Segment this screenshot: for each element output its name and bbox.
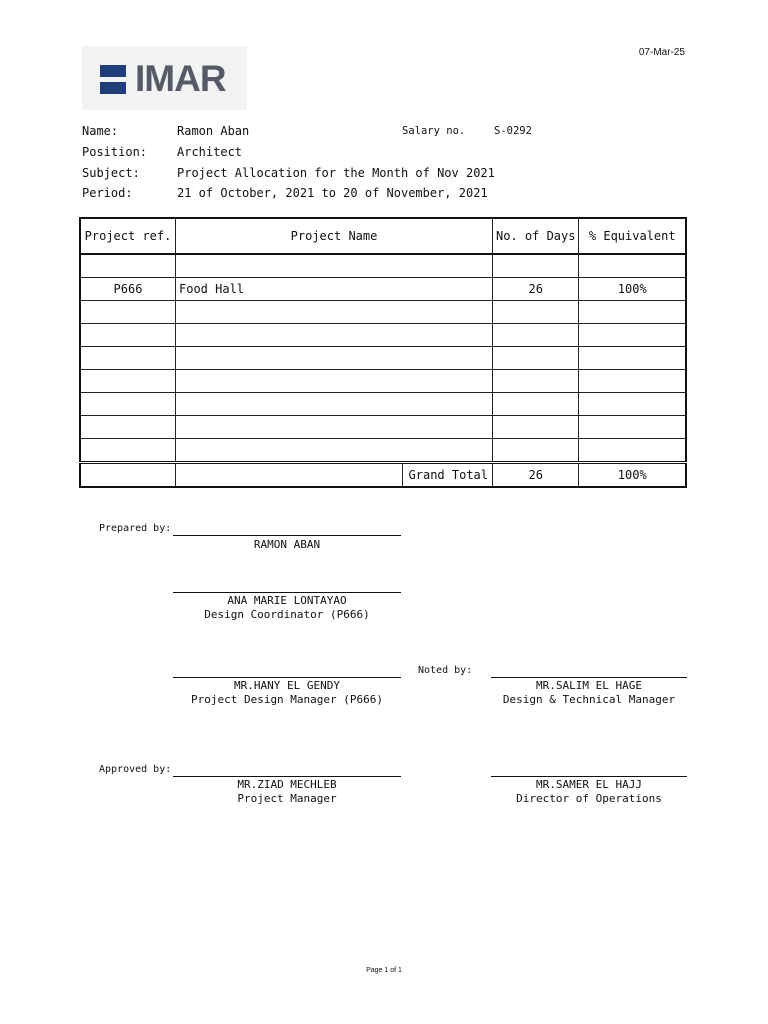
table-row	[80, 301, 686, 324]
employee-name: Ramon Aban	[177, 124, 250, 138]
prepared-name: RAMON ABAN	[253, 538, 321, 551]
table-row	[80, 254, 686, 278]
period-label: Period:	[82, 186, 133, 200]
table-row	[80, 278, 686, 301]
days-cell: 26	[493, 278, 579, 301]
coordinator-name: ANA MARIE LONTAYAO	[227, 594, 347, 607]
project-name-cell: Food Hall	[176, 278, 493, 301]
page-number: Page 1 of 1	[366, 967, 402, 974]
table-row	[80, 347, 686, 370]
salary-number: S-0292	[494, 125, 532, 137]
logo-text: IMAR	[135, 58, 226, 99]
table-header-row	[80, 218, 686, 254]
subject-value: Project Allocation for the Month of Nov 2021	[177, 166, 495, 180]
noted-by-label: Noted by:	[418, 665, 473, 676]
column-header: No. of Days	[493, 218, 579, 254]
position-value: Architect	[177, 145, 243, 159]
dtm-name: MR.SALIM EL HAGE	[536, 679, 642, 692]
project-ref-cell: P666	[80, 278, 176, 301]
grand-total-row	[80, 463, 686, 488]
company-logo	[82, 46, 247, 110]
doo-name: MR.SAMER EL HAJJ	[536, 778, 642, 791]
salary-label: Salary no.	[402, 125, 466, 137]
doo-signature-line	[491, 776, 687, 777]
position-label: Position:	[82, 145, 148, 159]
pdm-title: Project Design Manager (P666)	[190, 693, 384, 706]
prepared-signature-line	[173, 535, 401, 536]
allocation-table	[79, 217, 687, 488]
column-header: Project ref.	[80, 218, 176, 254]
period-value: 21 of October, 2021 to 20 of November, 2021	[177, 186, 488, 200]
coordinator-signature-line	[173, 592, 401, 593]
grand-total-percent: 100%	[579, 463, 686, 488]
dtm-signature-line	[491, 677, 687, 678]
table-row	[80, 416, 686, 439]
table-row	[80, 370, 686, 393]
table-row	[80, 439, 686, 463]
column-header: % Equivalent	[579, 218, 686, 254]
subject-label: Subject:	[82, 166, 140, 180]
table-row	[80, 393, 686, 416]
name-label: Name:	[82, 124, 119, 138]
doo-title: Director of Operations	[516, 792, 662, 805]
pm-signature-line	[173, 776, 401, 777]
print-date: 07-Mar-25	[638, 47, 685, 58]
pm-name: MR.ZIAD MECHLEB	[237, 778, 337, 791]
table-row	[80, 324, 686, 347]
coordinator-title: Design Coordinator (P666)	[204, 608, 370, 621]
pdm-signature-line	[173, 677, 401, 678]
prepared-by-label: Prepared by:	[99, 523, 172, 534]
pdm-name: MR.HANY EL GENDY	[234, 679, 340, 692]
dtm-title: Design & Technical Manager	[502, 693, 676, 706]
percent-cell: 100%	[579, 278, 686, 301]
grand-total-days: 26	[493, 463, 579, 488]
grand-total-label: Grand Total	[402, 464, 492, 486]
column-header: Project Name	[176, 218, 493, 254]
approved-by-label: Approved by:	[99, 764, 172, 775]
pm-title: Project Manager	[237, 792, 337, 805]
logo-mark-icon	[100, 65, 126, 94]
